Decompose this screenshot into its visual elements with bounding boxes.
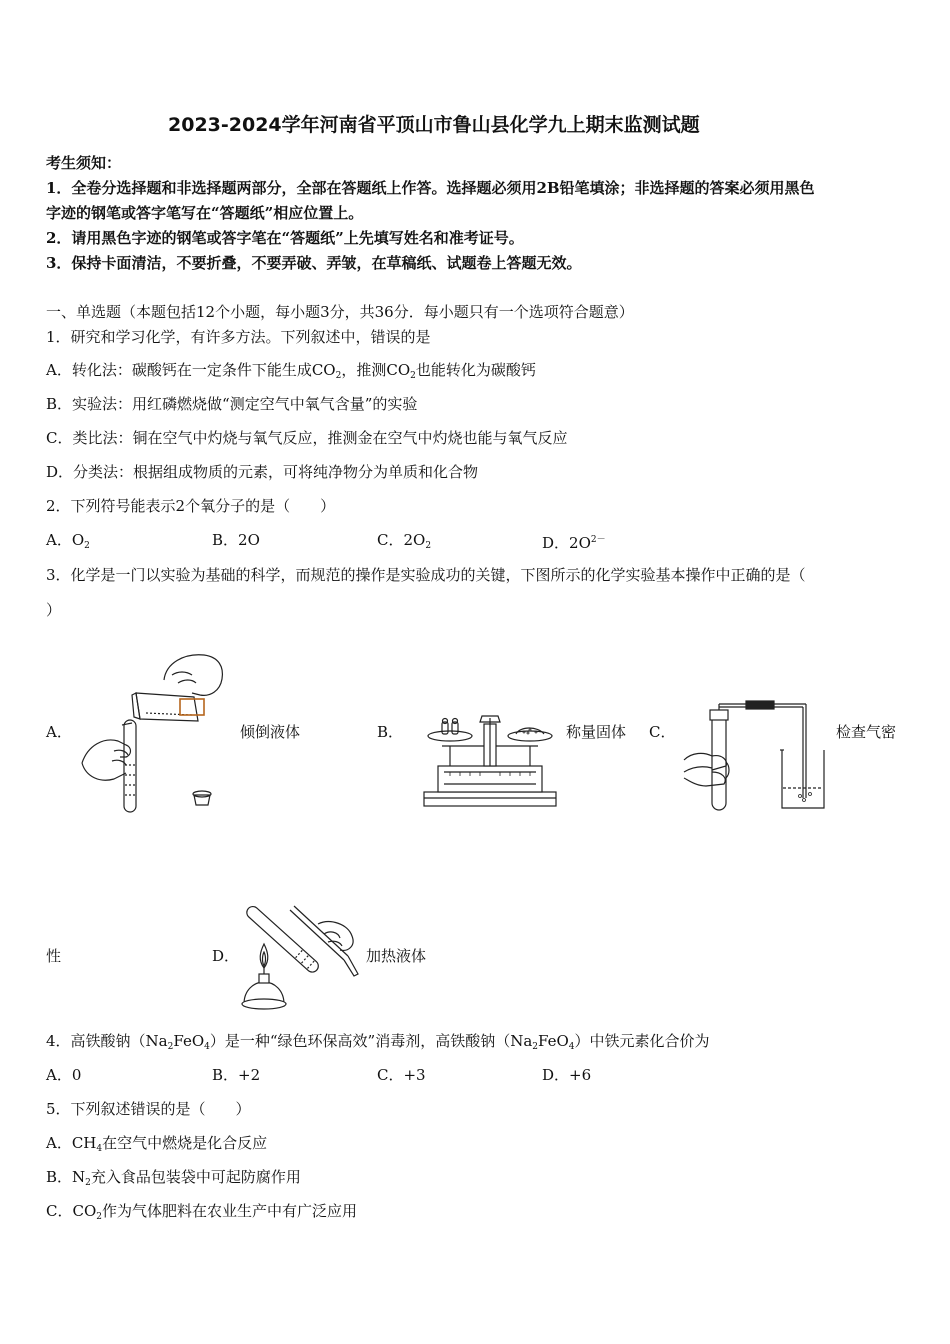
- q5-option-b: B．$N_2$充入食品包装袋中可起防腐作用: [46, 1168, 301, 1188]
- notice-heading: 考生须知：: [46, 154, 122, 172]
- q3-option-c-caption-tail: 性: [46, 947, 62, 965]
- q2-option-c: C．$2O_2$: [377, 531, 432, 551]
- q3-option-b-label: B．: [377, 723, 404, 741]
- q3-option-b-caption: 称量固体: [566, 723, 627, 741]
- q1-option-d: D．分类法：根据组成物质的元素，可将纯净物分为单质和化合物: [46, 463, 479, 481]
- q5-option-c: C．$CO_2$作为气体肥料在农业生产中有广泛应用: [46, 1202, 358, 1222]
- q3-option-a-label: A．: [46, 723, 72, 741]
- q5-stem: 5．下列叙述错误的是（ ）: [46, 1100, 251, 1118]
- notice-item-1-line-1: 1．全卷分选择题和非选择题两部分，全部在答题纸上作答。选择题必须用2B铅笔填涂；非选择题的答案必须用黑色: [46, 179, 815, 197]
- q4-stem: 4．高铁酸钠$(Na_2FeO_4)$是一种“绿色环保高效”消毒剂，高铁酸钠$(Na_2FeO_4)$中铁元素化合价为: [46, 1032, 710, 1052]
- q2-option-b: B．2O: [212, 531, 260, 549]
- q3-option-c-caption: 检查气密: [836, 723, 897, 741]
- figure-pouring-liquid: [74, 645, 234, 820]
- figure-airtightness-check: [682, 700, 832, 812]
- q4-option-d: D．+6: [542, 1066, 592, 1084]
- notice-item-3: 3．保持卡面清洁，不要折叠，不要弄破、弄皱，在草稿纸、试题卷上答题无效。: [46, 254, 582, 272]
- figure-heating-liquid: [240, 896, 370, 1014]
- q2-stem: 2．下列符号能表示2个氧分子的是（ ）: [46, 497, 336, 515]
- figure-balance-scale: [420, 712, 560, 810]
- section-heading: 一、单选题（本题包括12个小题，每小题3分，共36分．每小题只有一个选项符合题意）: [46, 303, 634, 321]
- notice-item-2: 2．请用黑色字迹的钢笔或答字笔在“答题纸”上先填写姓名和准考证号。: [46, 229, 524, 247]
- notice-item-1-line-2: 字迹的钢笔或答字笔写在“答题纸”相应位置上。: [46, 204, 364, 222]
- q2-option-a: A．$O_2$: [46, 531, 90, 551]
- q1-option-c: C．类比法：铜在空气中灼烧与氧气反应，推测金在空气中灼烧也能与氧气反应: [46, 429, 568, 447]
- q3-stem-line-2: ）: [46, 601, 62, 619]
- q3-stem-line-1: 3．化学是一门以实验为基础的科学，而规范的操作是实验成功的关键，下图所示的化学实验基本操作中正确的是（: [46, 566, 806, 584]
- q1-option-a: A．转化法：碳酸钙在一定条件下能生成$CO_2$，推测$CO_2$也能转化为碳酸钙: [46, 361, 536, 381]
- q2-option-d: D．$2O^{2-}$: [542, 534, 606, 552]
- q1-option-b: B．实验法：用红磷燃烧做“测定空气中氧气含量”的实验: [46, 395, 418, 413]
- page-title: 2023-2024学年河南省平顶山市鲁山县化学九上期末监测试题: [168, 114, 700, 136]
- q4-option-c: C．+3: [377, 1066, 426, 1084]
- q5-option-a: A．$CH_4$在空气中燃烧是化合反应: [46, 1134, 268, 1154]
- q4-option-a: A．0: [46, 1066, 82, 1084]
- q3-option-a-caption: 倾倒液体: [240, 723, 301, 741]
- q1-stem: 1．研究和学习化学，有许多方法。下列叙述中，错误的是: [46, 328, 431, 346]
- q3-option-d-label: D．: [212, 947, 240, 965]
- q3-option-c-label: C．: [649, 723, 676, 741]
- q4-option-b: B．+2: [212, 1066, 261, 1084]
- q3-option-d-caption: 加热液体: [366, 947, 427, 965]
